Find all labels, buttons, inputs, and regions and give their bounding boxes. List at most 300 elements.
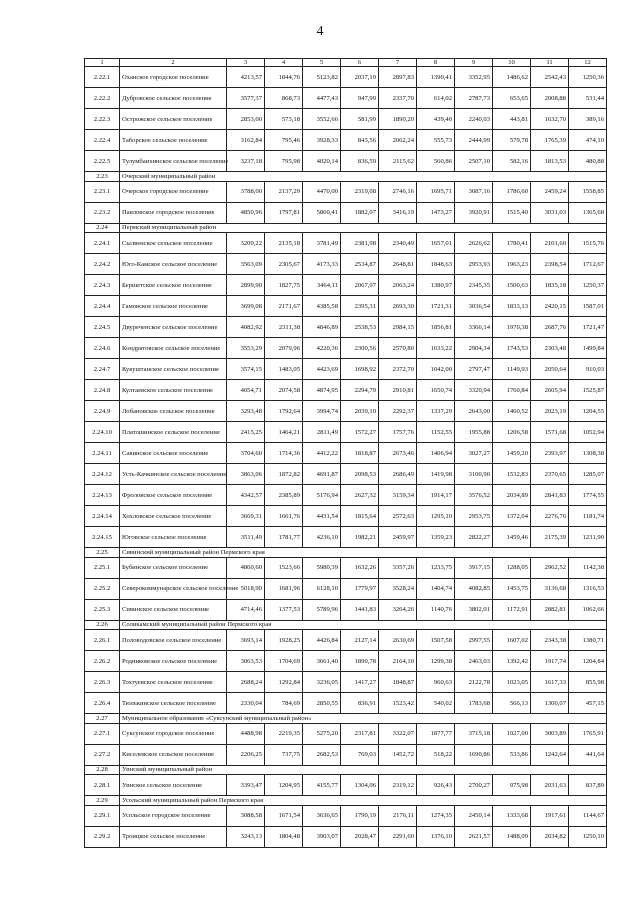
value-cell: 2507,10	[455, 151, 493, 172]
value-cell: 4054,71	[227, 380, 265, 401]
value-cell: 2311,38	[265, 317, 303, 338]
row-code: 2.26.4	[85, 693, 120, 714]
value-cell: 1380,97	[417, 275, 455, 296]
value-cell: 1882,07	[341, 202, 379, 223]
value-cell: 1242,64	[531, 744, 569, 765]
row-code: 2.25.2	[85, 578, 120, 599]
value-cell: 3693,14	[227, 630, 265, 651]
value-cell: 1525,87	[569, 380, 607, 401]
section-code: 2.24	[85, 223, 120, 233]
row-code: 2.22.5	[85, 151, 120, 172]
value-cell: 3352,95	[455, 67, 493, 88]
value-cell: 1231,90	[569, 527, 607, 548]
value-cell: 2534,87	[341, 254, 379, 275]
value-cell: 3636,65	[303, 805, 341, 826]
settlement-name: Родниковское сельское поселение	[120, 651, 227, 672]
value-cell: 1250,37	[569, 275, 607, 296]
value-cell: 1062,66	[569, 599, 607, 620]
value-cell: 1250,10	[569, 826, 607, 847]
value-cell: 2039,10	[341, 401, 379, 422]
value-cell: 2276,76	[531, 506, 569, 527]
value-cell: 5176,94	[303, 485, 341, 506]
value-cell: 1970,38	[493, 317, 531, 338]
value-cell: 2797,47	[455, 359, 493, 380]
value-cell: 2570,80	[379, 338, 417, 359]
table-row	[85, 130, 607, 151]
value-cell: 3563,09	[227, 254, 265, 275]
value-cell: 1558,85	[569, 181, 607, 202]
value-cell: 2415,25	[227, 422, 265, 443]
value-cell: 2291,60	[379, 826, 417, 847]
value-cell: 4850,96	[227, 202, 265, 223]
value-cell: 2899,90	[227, 275, 265, 296]
value-cell: 1890,20	[379, 109, 417, 130]
value-cell: 2693,30	[379, 296, 417, 317]
section-title: Очерский муниципальный район	[120, 172, 607, 182]
value-cell: 1023,05	[493, 672, 531, 693]
value-cell: 3511,49	[227, 527, 265, 548]
section-row	[85, 714, 607, 724]
value-cell: 784,69	[265, 693, 303, 714]
table-row	[85, 380, 607, 401]
value-cell: 1877,77	[417, 723, 455, 744]
value-cell: 2630,69	[379, 630, 417, 651]
row-code: 2.27.2	[85, 744, 120, 765]
value-cell: 947,99	[341, 88, 379, 109]
value-cell: 2240,03	[455, 109, 493, 130]
column-number: 1	[85, 59, 120, 67]
value-cell: 2175,39	[531, 527, 569, 548]
section-title: Уинский муниципальный район	[120, 765, 607, 775]
value-cell: 2393,97	[531, 443, 569, 464]
table-row	[85, 233, 607, 254]
value-cell: 3003,89	[531, 723, 569, 744]
value-cell: 441,64	[569, 744, 607, 765]
section-title: Усольский муниципальный район Пермского края	[120, 796, 607, 806]
value-cell: 2101,60	[531, 233, 569, 254]
value-cell: 1337,29	[417, 401, 455, 422]
value-cell: 1848,63	[417, 254, 455, 275]
value-cell: 2115,62	[379, 151, 417, 172]
value-cell: 439,40	[417, 109, 455, 130]
value-cell: 555,73	[417, 130, 455, 151]
row-code: 2.28.1	[85, 775, 120, 796]
value-cell: 2787,73	[455, 88, 493, 109]
value-cell: 1704,69	[265, 651, 303, 672]
settlement-name: Култаевское сельское поселение	[120, 380, 227, 401]
value-cell: 795,98	[265, 151, 303, 172]
value-cell: 4155,77	[303, 775, 341, 796]
value-cell: 1815,64	[341, 506, 379, 527]
settlement-name: Дубровское сельское поселение	[120, 88, 227, 109]
value-cell: 1204,84	[569, 651, 607, 672]
value-cell: 3788,00	[227, 181, 265, 202]
value-cell: 1488,09	[493, 826, 531, 847]
value-cell: 2319,12	[379, 775, 417, 796]
value-cell: 2673,46	[379, 443, 417, 464]
value-cell: 1233,75	[417, 557, 455, 578]
value-cell: 2538,53	[341, 317, 379, 338]
value-cell: 837,89	[569, 775, 607, 796]
value-cell: 2822,27	[455, 527, 493, 548]
table-row	[85, 296, 607, 317]
value-cell: 2074,58	[265, 380, 303, 401]
section-row	[85, 620, 607, 630]
value-cell: 1695,71	[417, 181, 455, 202]
value-cell: 2137,29	[265, 181, 303, 202]
value-cell: 1572,27	[341, 422, 379, 443]
value-cell: 1587,01	[569, 296, 607, 317]
value-cell: 3159,34	[379, 485, 417, 506]
value-cell: 3917,15	[455, 557, 493, 578]
value-cell: 1333,68	[493, 805, 531, 826]
value-cell: 1779,97	[341, 578, 379, 599]
value-cell: 4874,95	[303, 380, 341, 401]
value-cell: 2340,49	[379, 233, 417, 254]
column-number: 6	[341, 59, 379, 67]
settlement-name: Тохтуевское сельское поселение	[120, 672, 227, 693]
column-number: 2	[120, 59, 227, 67]
settlement-name: Юго-Камское сельское поселение	[120, 254, 227, 275]
value-cell: 4236,10	[303, 527, 341, 548]
table-row	[85, 805, 607, 826]
value-cell: 1982,21	[341, 527, 379, 548]
value-cell: 1404,74	[417, 578, 455, 599]
table-row	[85, 775, 607, 796]
value-cell: 3416,19	[379, 202, 417, 223]
value-cell: 2897,83	[379, 67, 417, 88]
value-cell: 2811,49	[303, 422, 341, 443]
value-cell: 2345,35	[455, 275, 493, 296]
value-cell: 2626,62	[455, 233, 493, 254]
value-cell: 1690,86	[455, 744, 493, 765]
section-row	[85, 796, 607, 806]
value-cell: 1453,75	[493, 578, 531, 599]
value-cell: 2605,94	[531, 380, 569, 401]
value-cell: 1783,68	[455, 693, 493, 714]
settlement-name: Киселевское сельское поселение	[120, 744, 227, 765]
column-number: 10	[493, 59, 531, 67]
settlement-name: Острожское сельское поселение	[120, 109, 227, 130]
value-cell: 2984,15	[379, 317, 417, 338]
table-row	[85, 744, 607, 765]
value-cell: 2127,14	[341, 630, 379, 651]
value-cell: 1459,20	[493, 443, 531, 464]
value-cell: 1571,68	[531, 422, 569, 443]
value-cell: 1316,53	[569, 578, 607, 599]
value-cell: 4385,58	[303, 296, 341, 317]
value-cell: 5860,41	[303, 202, 341, 223]
value-cell: 1042,00	[417, 359, 455, 380]
value-cell: 1657,01	[417, 233, 455, 254]
section-row	[85, 548, 607, 558]
value-cell: 1757,76	[379, 422, 417, 443]
table-row	[85, 630, 607, 651]
value-cell: 1804,48	[265, 826, 303, 847]
column-number: 3	[227, 59, 265, 67]
value-cell: 1633,22	[417, 338, 455, 359]
value-cell: 1797,81	[265, 202, 303, 223]
value-cell: 2008,88	[531, 88, 569, 109]
value-cell: 2317,81	[341, 723, 379, 744]
value-cell: 1308,38	[569, 443, 607, 464]
value-cell: 2841,83	[531, 485, 569, 506]
value-cell: 2305,67	[265, 254, 303, 275]
value-cell: 1607,02	[493, 630, 531, 651]
value-cell: 1927,00	[493, 723, 531, 744]
table-row	[85, 443, 607, 464]
value-cell: 3574,15	[227, 359, 265, 380]
section-row	[85, 172, 607, 182]
value-cell: 1714,36	[265, 443, 303, 464]
value-cell: 2034,82	[531, 826, 569, 847]
tariff-table	[84, 58, 607, 848]
value-cell: 1406,94	[417, 443, 455, 464]
section-title: Муниципальное образование «Суксунский муниципальный район»	[120, 714, 607, 724]
value-cell: 1617,33	[531, 672, 569, 693]
value-cell: 1295,10	[417, 506, 455, 527]
value-cell: 1452,72	[379, 744, 417, 765]
value-cell: 2688,24	[227, 672, 265, 693]
value-cell: 1928,25	[265, 630, 303, 651]
value-cell: 2648,81	[379, 254, 417, 275]
value-cell: 1955,88	[455, 422, 493, 443]
value-cell: 3357,26	[379, 557, 417, 578]
value-cell: 581,99	[341, 109, 379, 130]
section-title: Соликамский муниципальный район Пермского края	[120, 620, 607, 630]
value-cell: 3863,06	[227, 464, 265, 485]
value-cell: 2997,55	[455, 630, 493, 651]
value-cell: 3243,13	[227, 826, 265, 847]
section-code: 2.26	[85, 620, 120, 630]
value-cell: 1872,82	[265, 464, 303, 485]
value-cell: 3264,26	[379, 599, 417, 620]
row-code: 2.29.1	[85, 805, 120, 826]
value-cell: 1152,55	[417, 422, 455, 443]
value-cell: 1292,84	[265, 672, 303, 693]
settlement-name: Тулумбаихинское сельское поселение	[120, 151, 227, 172]
value-cell: 3136,68	[531, 578, 569, 599]
value-cell: 1833,13	[493, 296, 531, 317]
value-cell: 614,02	[417, 88, 455, 109]
value-cell: 457,15	[569, 693, 607, 714]
value-cell: 836,59	[341, 151, 379, 172]
value-cell: 1204,95	[265, 775, 303, 796]
settlement-name: Бубинское сельское поселение	[120, 557, 227, 578]
value-cell: 3209,22	[227, 233, 265, 254]
value-cell: 3088,58	[227, 805, 265, 826]
value-cell: 1204,55	[569, 401, 607, 422]
section-code: 2.27	[85, 714, 120, 724]
value-cell: 1790,19	[341, 805, 379, 826]
value-cell: 3237,18	[227, 151, 265, 172]
row-code: 2.26.3	[85, 672, 120, 693]
column-number-header-row	[85, 59, 607, 67]
value-cell: 2459,97	[379, 527, 417, 548]
value-cell: 1890,78	[341, 651, 379, 672]
value-cell: 1661,76	[265, 506, 303, 527]
value-cell: 566,13	[493, 693, 531, 714]
value-cell: 3162,84	[227, 130, 265, 151]
value-cell: 4860,60	[227, 557, 265, 578]
table-row	[85, 599, 607, 620]
table-row	[85, 254, 607, 275]
value-cell: 2700,27	[455, 775, 493, 796]
value-cell: 910,03	[569, 359, 607, 380]
value-cell: 1507,58	[417, 630, 455, 651]
value-cell: 836,91	[341, 693, 379, 714]
value-cell: 5789,96	[303, 599, 341, 620]
row-code: 2.24.10	[85, 422, 120, 443]
value-cell: 1515,76	[569, 233, 607, 254]
value-cell: 2853,00	[227, 109, 265, 130]
table-row	[85, 693, 607, 714]
value-cell: 443,81	[493, 109, 531, 130]
value-cell: 560,86	[417, 151, 455, 172]
value-cell: 795,46	[265, 130, 303, 151]
value-cell: 926,43	[417, 775, 455, 796]
value-cell: 3322,07	[379, 723, 417, 744]
value-cell: 1844,76	[265, 67, 303, 88]
table-row	[85, 578, 607, 599]
value-cell: 1792,64	[265, 401, 303, 422]
value-cell: 1376,10	[417, 826, 455, 847]
column-number: 5	[303, 59, 341, 67]
value-cell: 3552,66	[303, 109, 341, 130]
value-cell: 3553,29	[227, 338, 265, 359]
row-code: 2.22.2	[85, 88, 120, 109]
value-cell: 3928,33	[303, 130, 341, 151]
table-row	[85, 359, 607, 380]
settlement-name: Суксунское городское поселение	[120, 723, 227, 744]
value-cell: 1500,63	[493, 275, 531, 296]
column-number: 7	[379, 59, 417, 67]
row-code: 2.24.7	[85, 359, 120, 380]
row-code: 2.24.11	[85, 443, 120, 464]
value-cell: 1848,87	[379, 672, 417, 693]
value-cell: 3320,94	[455, 380, 493, 401]
value-cell: 2746,16	[379, 181, 417, 202]
table-row	[85, 826, 607, 847]
value-cell: 4020,14	[303, 151, 341, 172]
settlement-name: Фроловское сельское поселение	[120, 485, 227, 506]
value-cell: 2023,19	[531, 401, 569, 422]
value-cell: 1827,75	[265, 275, 303, 296]
row-code: 2.22.4	[85, 130, 120, 151]
row-code: 2.22.3	[85, 109, 120, 130]
value-cell: 2686,49	[379, 464, 417, 485]
settlement-name: Хохловское сельское поселение	[120, 506, 227, 527]
row-code: 2.25.1	[85, 557, 120, 578]
value-cell: 2962,52	[531, 557, 569, 578]
section-title: Пермский муниципальный район	[120, 223, 607, 233]
value-cell: 1285,07	[569, 464, 607, 485]
value-cell: 2303,48	[531, 338, 569, 359]
value-cell: 1760,84	[493, 380, 531, 401]
value-cell: 1914,17	[417, 485, 455, 506]
section-row	[85, 765, 607, 775]
row-code: 2.25.3	[85, 599, 120, 620]
row-code: 2.24.15	[85, 527, 120, 548]
value-cell: 2330,04	[227, 693, 265, 714]
value-cell: 1250,36	[569, 67, 607, 88]
value-cell: 4470,00	[303, 181, 341, 202]
value-cell: 3464,11	[303, 275, 341, 296]
value-cell: 868,73	[265, 88, 303, 109]
value-cell: 3994,74	[303, 401, 341, 422]
value-cell: 531,44	[569, 88, 607, 109]
value-cell: 1300,07	[531, 693, 569, 714]
value-cell: 3669,31	[227, 506, 265, 527]
settlement-name: Платошинское сельское поселение	[120, 422, 227, 443]
value-cell: 533,86	[493, 744, 531, 765]
row-code: 2.24.5	[85, 317, 120, 338]
table-row	[85, 464, 607, 485]
settlement-name: Бершетское сельское поселение	[120, 275, 227, 296]
value-cell: 2572,63	[379, 506, 417, 527]
value-cell: 2292,37	[379, 401, 417, 422]
value-cell: 3661,40	[303, 651, 341, 672]
value-cell: 4082,85	[455, 578, 493, 599]
value-cell: 1650,74	[417, 380, 455, 401]
row-code: 2.29.2	[85, 826, 120, 847]
table-row	[85, 109, 607, 130]
value-cell: 2372,70	[379, 359, 417, 380]
column-number: 8	[417, 59, 455, 67]
value-cell: 1181,74	[569, 506, 607, 527]
value-cell: 2050,64	[531, 359, 569, 380]
value-cell: 2687,76	[531, 317, 569, 338]
value-cell: 4846,89	[303, 317, 341, 338]
row-code: 2.27.1	[85, 723, 120, 744]
value-cell: 2164,10	[379, 651, 417, 672]
value-cell: 1681,96	[265, 578, 303, 599]
value-cell: 1365,68	[569, 202, 607, 223]
value-cell: 2122,78	[455, 672, 493, 693]
row-code: 2.24.1	[85, 233, 120, 254]
row-code: 2.24.3	[85, 275, 120, 296]
value-cell: 2643,00	[455, 401, 493, 422]
value-cell: 1698,92	[341, 359, 379, 380]
section-title: Сивинский муниципальный район Пермского края	[120, 548, 607, 558]
settlement-name: Усть-Качкинское сельское поселение	[120, 464, 227, 485]
value-cell: 1459,46	[493, 527, 531, 548]
value-cell: 3715,18	[455, 723, 493, 744]
value-cell: 1765,39	[531, 130, 569, 151]
value-cell: 1712,67	[569, 254, 607, 275]
value-cell: 1473,27	[417, 202, 455, 223]
value-cell: 4412,22	[303, 443, 341, 464]
value-cell: 3699,08	[227, 296, 265, 317]
value-cell: 579,78	[493, 130, 531, 151]
value-cell: 1359,23	[417, 527, 455, 548]
section-code: 2.29	[85, 796, 120, 806]
value-cell: 1483,05	[265, 359, 303, 380]
value-cell: 5275,20	[303, 723, 341, 744]
row-code: 2.24.6	[85, 338, 120, 359]
settlement-name: Сивинское сельское поселение	[120, 599, 227, 620]
value-cell: 1515,40	[493, 202, 531, 223]
value-cell: 2381,98	[341, 233, 379, 254]
value-cell: 2621,57	[455, 826, 493, 847]
value-cell: 3393,47	[227, 775, 265, 796]
table-row	[85, 88, 607, 109]
value-cell: 4488,98	[227, 723, 265, 744]
value-cell: 1523,42	[379, 693, 417, 714]
value-cell: 1917,74	[531, 651, 569, 672]
value-cell: 1377,53	[265, 599, 303, 620]
value-cell: 2395,31	[341, 296, 379, 317]
